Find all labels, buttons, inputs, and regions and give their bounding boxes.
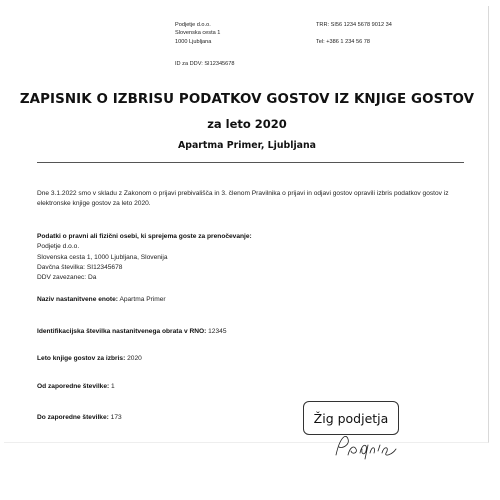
provider-heading: Podatki o pravni ali fizični osebi, ki sprejema goste za prenočevanje: — [37, 233, 252, 240]
field-label: Leto knjige gostov za izbris: — [37, 355, 126, 362]
field-label: Identifikacijska številka nastanitvenega obrata v RNO: — [37, 328, 207, 335]
field-value: 2020 — [125, 355, 142, 362]
document-title: ZAPISNIK O IZBRISU PODATKOV GOSTOV IZ KNJIGE GOSTOV — [19, 92, 475, 107]
field-value: 12345 — [206, 328, 227, 335]
provider-line: Davčna številka: SI12345678 — [37, 263, 123, 271]
field-label: Do zaporedne številke: — [37, 414, 109, 421]
field-rno-id — [37, 327, 226, 337]
field-year — [37, 354, 142, 364]
company-address — [175, 21, 220, 46]
provider-line: Slovenska cesta 1, 1000 Ljubljana, Slovenija — [37, 253, 168, 261]
document-subtitle: za leto 2020 — [207, 117, 287, 131]
company-vat: ID za DDV: SI12345678 — [175, 61, 235, 67]
apartment-name: Apartma Primer, Ljubljana — [178, 140, 316, 151]
provider-line: Podjetje d.o.o. — [37, 243, 80, 251]
stamp-label: Žig podjetja — [313, 410, 389, 426]
field-value: 1 — [109, 383, 115, 390]
field-label: Naziv nastanitvene enote: — [37, 296, 118, 303]
signature-icon — [330, 425, 410, 465]
document-page — [4, 6, 489, 443]
field-unit-name — [37, 295, 166, 305]
provider-block — [37, 232, 252, 283]
field-from-number — [37, 382, 115, 392]
company-contact — [316, 21, 392, 46]
company-tel: Tel: +386 1 234 56 78 — [316, 38, 370, 45]
intro-paragraph: Dne 3.1.2022 smo v skladu z Zakonom o prijavi prebivališča in 3. členom Pravilnika o prijavi in odjavi gostov opravili izbris podatkov gostov iz elektronske knjige gostov za leto 2020. — [37, 190, 449, 208]
field-label: Od zaporedne številke: — [37, 383, 110, 390]
company-street: Slovenska cesta 1 — [175, 30, 221, 37]
field-value: 173 — [108, 414, 122, 421]
company-city: 1000 Ljubljana — [175, 38, 212, 45]
company-trr: TRR: SI56 1234 5678 9012 34 — [316, 22, 392, 28]
header-divider — [37, 162, 464, 163]
company-name: Podjetje d.o.o. — [175, 22, 211, 28]
field-to-number — [37, 413, 122, 423]
field-value: Apartma Primer — [117, 296, 166, 303]
provider-line: DDV zavezanec: Da — [37, 274, 97, 282]
